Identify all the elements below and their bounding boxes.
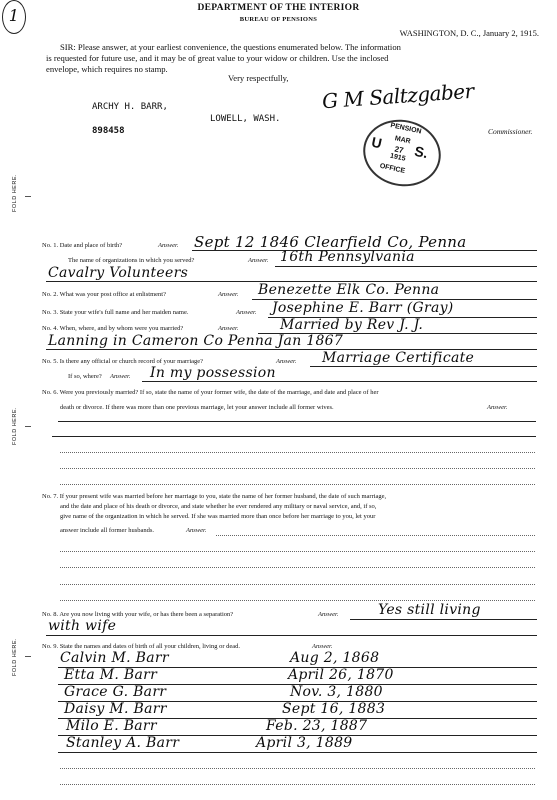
q7-line3: give name of the organization in which he served. If she was married more than once before her marriage to you, let your [60,513,376,520]
certificate-number: 898458 [92,126,125,136]
q5-answer: Marriage Certificate [322,350,475,366]
stamp-year: 1915 [389,152,407,163]
commissioner-label: Commissioner. [488,127,533,136]
q4-answer-label: Answer. [218,325,239,332]
q8-underline-2 [46,635,537,636]
child-2-name: Etta M. Barr [64,667,158,683]
received-stamp [357,113,447,194]
child-2-dob: April 26, 1870 [288,667,394,683]
q1-answer-label: Answer. [158,242,179,249]
stamp-top: PENSION [389,122,423,136]
q3-answer-label: Answer. [236,309,257,316]
stamp-bottom: OFFICE [379,162,406,175]
child-6-dob: April 3, 1889 [256,735,353,751]
child-4-dob: Sept 16, 1883 [282,701,386,717]
addressee-name: ARCHY H. BARR, [92,102,168,112]
child-1-name: Calvin M. Barr [60,650,169,666]
q9-rule-8 [60,784,535,785]
q8-underline [350,619,537,620]
q9-rule-7 [60,768,535,769]
bureau-title: BUREAU OF PENSIONS [239,16,318,23]
stamp-right: S. [413,142,430,162]
q5-where-answer-label: Answer. [110,373,131,380]
child-6-name: Stanley A. Barr [66,735,180,751]
q1b-label: The name of organizations in which you served? [68,257,195,264]
q7-rule-2 [60,551,535,552]
q7-line1: No. 7. If your present wife was married before her marriage to you, state the name of her former husband, the date of such marriage, [42,493,387,500]
q7-rule-5 [60,600,535,601]
child-1-dob: Aug 2, 1868 [290,650,380,666]
q1b-answer-label: Answer. [248,257,269,264]
q8-answer: Yes still living [378,602,481,618]
q7-line4: answer include all former husbands. [60,527,155,534]
fold-line-1 [25,196,31,197]
q4-answer-line2: Lanning in Cameron Co Penna Jan 1867 [48,333,344,349]
stamp-left: U [370,133,384,152]
child-5-name: Milo E. Barr [66,718,157,734]
fold-mark-3: FOLD HERE. [12,637,18,676]
q7-rule-4 [60,584,535,585]
q6-dash-2 [52,436,536,437]
letter-line-1: SIR: Please answer, at your earliest convenience, the questions enumerated below. The information [60,42,401,52]
letter-line-3: envelope, which requires no stamp. [46,64,168,74]
addressee-city: LOWELL, WASH. [210,114,281,124]
page-number: 1 [2,0,26,34]
child-3-dob: Nov. 3, 1880 [290,684,383,700]
q1b-answer: 16th Pennsylvania [280,249,415,265]
q5-where-underline [142,381,537,382]
q6-answer-label: Answer. [487,404,508,411]
q8-answer-label: Answer. [318,611,339,618]
q5-where-label: If so, where? [68,373,102,380]
q1b-answer-line2: Cavalry Volunteers [48,265,189,281]
fold-mark-1: FOLD HERE. [12,173,18,212]
q5-label: No. 5. Is there any official or church record of your marriage? [42,358,204,365]
q1b-underline [275,266,537,267]
q1-answer: Sept 12 1846 Clearfield Co, Penna [194,233,467,251]
q6-line1: No. 6. Were you previously married? If so, state the name of your former wife, the date of the marriage, and date and place of her [42,389,379,396]
q6-line2: death or divorce. If there was more than one previous marriage, let your answer include all former wives. [60,404,334,411]
q6-rule-3 [60,452,535,453]
child-6-rule [58,752,537,753]
q7-rule-1 [216,535,535,536]
q4-answer: Married by Rev J. J. [280,317,424,333]
q2-answer: Benezette Elk Co. Penna [258,282,440,298]
commissioner-signature: G M Saltzgaber [321,78,475,114]
q7-rule-3 [60,567,535,568]
q6-dash-1 [58,421,536,422]
q8-label: No. 8. Are you now living with your wife, or has there been a separation? [42,611,234,618]
child-3-name: Grace G. Barr [64,684,167,700]
q9-answer-label: Answer. [312,643,333,650]
q6-rule-4 [60,468,535,469]
q4-label: No. 4. When, where, and by whom were you married? [42,325,184,332]
child-4-name: Daisy M. Barr [64,701,167,717]
q3-label: No. 3. State your wife's full name and her maiden name. [42,309,189,316]
fold-line-3 [25,656,31,657]
fold-mark-2: FOLD HERE. [12,406,18,445]
child-5-dob: Feb. 23, 1887 [266,718,368,734]
letter-line-2: is requested for future use, and it may be of great value to your widow or children. Use the inclosed [46,53,389,63]
fold-line-2 [25,426,31,427]
stamp-day: 27 [393,144,405,156]
q2-answer-label: Answer. [218,291,239,298]
q7-answer-label: Answer. [186,527,207,534]
q9-label: No. 9. State the names and dates of birth of all your children, living or dead. [42,643,241,650]
q7-line2: and the date and place of his death or divorce, and state whether he ever rendered any military or naval service, and, if so, [60,503,377,510]
place-date: WASHINGTON, D. C., January 2, 1915. [399,28,539,38]
letter-closing: Very respectfully, [228,73,289,83]
q5-underline [310,366,537,367]
q6-rule-5 [60,484,535,485]
q1-label: No. 1. Date and place of birth? [42,242,123,249]
q5-where-answer: In my possession [150,365,276,381]
q5-answer-label: Answer. [276,358,297,365]
department-title: DEPARTMENT OF THE INTERIOR [197,3,360,13]
q3-answer: Josephine E. Barr (Gray) [272,300,454,316]
q8-answer-line2: with wife [48,618,117,634]
stamp-month: MAR [394,135,412,146]
q2-label: No. 2. What was your post office at enlistment? [42,291,166,298]
